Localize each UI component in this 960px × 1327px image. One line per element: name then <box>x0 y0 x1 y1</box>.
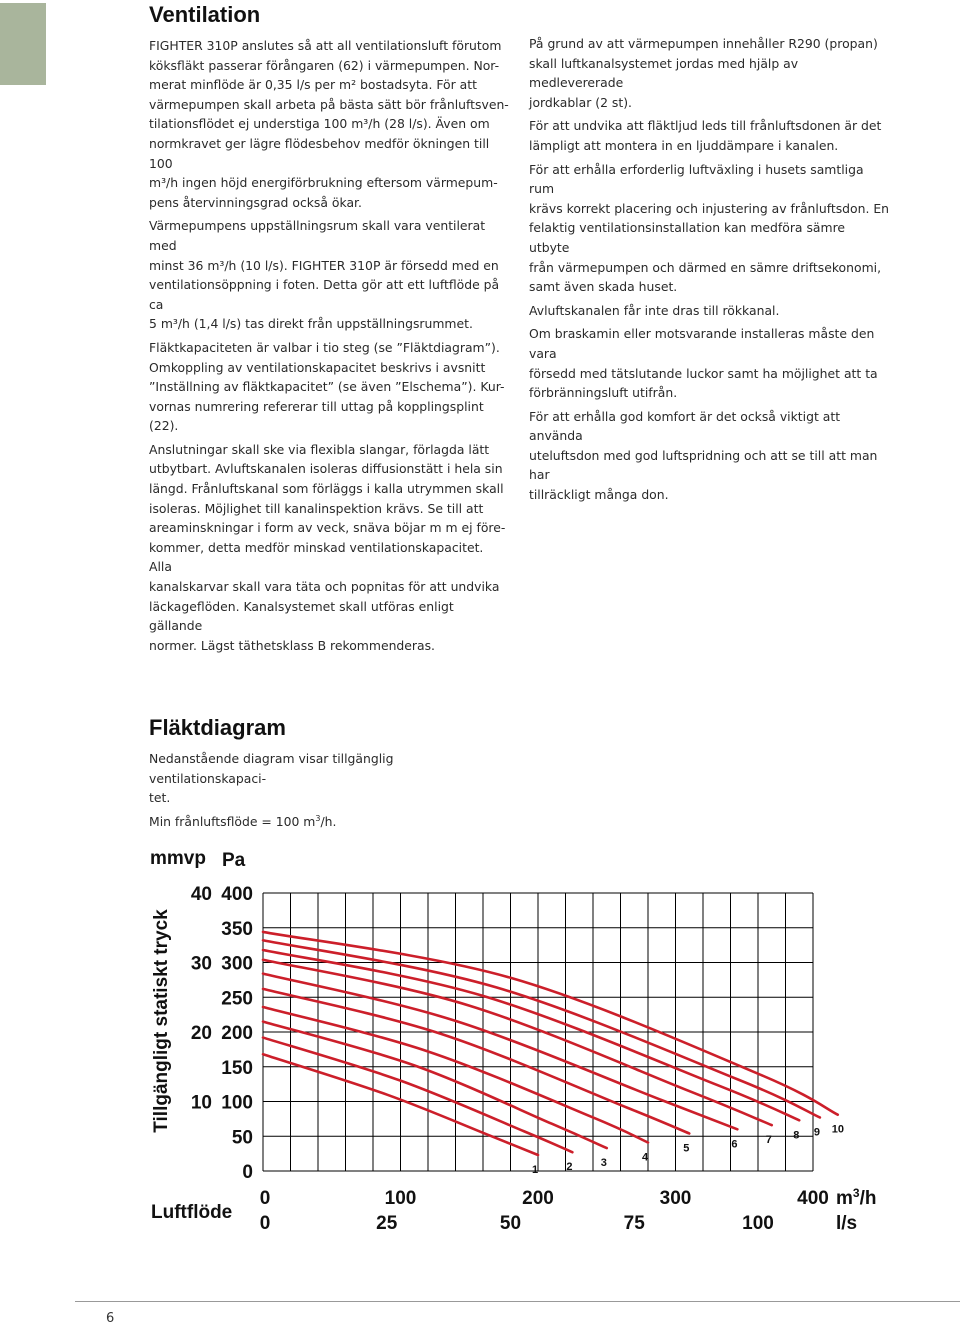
y-tick-pa: 50 <box>231 1127 253 1149</box>
curve-label-3: 3 <box>600 1157 607 1170</box>
y-tick-mmvp: 40 <box>190 884 212 905</box>
curve-label-1: 1 <box>532 1164 539 1177</box>
x-unit-m3h-base: m <box>836 1188 853 1209</box>
x-tick-ls: 50 <box>499 1213 522 1234</box>
chart-grid <box>263 893 813 1174</box>
x-unit-ls: l/s <box>836 1213 858 1234</box>
paragraph: Avluftskanalen får inte dras till rökkanal. <box>529 302 780 318</box>
y-tick-pa: 200 <box>221 1023 253 1044</box>
y-axis-label: Tillgängligt statiskt tryck <box>151 909 172 1133</box>
footer-divider <box>75 1301 960 1302</box>
x-tick-ls: 100 <box>742 1213 774 1234</box>
x-tick-m3h: 100 <box>384 1188 417 1209</box>
y-tick-pa: 100 <box>221 1092 253 1114</box>
y-tick-mmvp: 30 <box>190 953 212 975</box>
fan-diagram-intro <box>149 749 509 835</box>
min-flow-note <box>149 812 509 832</box>
curve-label-5: 5 <box>683 1142 690 1155</box>
x-axis-label: Luftflöde <box>151 1202 233 1223</box>
curve-label-4: 4 <box>642 1151 649 1164</box>
paragraph: Fläktkapaciteten är valbar i tio steg (se ”Fläktdiagram”). Omkoppling av ventilationskapacitet beskrivs i avsnitt ”Inställning av fläktkapacitet” (se även ”Elschema”). Kur- vornas numrering refererar till uttag på kopplingsplint (22). <box>149 339 505 434</box>
paragraph: På grund av att värmepumpen innehåller R290 (propan) skall luftkanalsystemet jordas med hjälp av medlevererade jordkablar (2 st). <box>529 36 878 110</box>
y-tick-pa: 300 <box>221 953 253 975</box>
y-tick-pa: 150 <box>221 1057 253 1079</box>
paragraph: För att erhålla god komfort är det också viktigt att använda uteluftsdon med god luftspridning och att se till att man har tillräckligt många don. <box>529 408 878 503</box>
curve-label-10: 10 <box>831 1123 844 1136</box>
min-flow-superscript: 3 <box>315 813 321 823</box>
paragraph: Nedanstående diagram visar tillgänglig ventilationskapaci- tet. <box>149 751 394 806</box>
fan-diagram-chart <box>0 840 960 1240</box>
paragraph: För att undvika att fläktljud leds till frånluftsdonen är det lämpligt att montera in en ljuddämpare i kanalen. <box>529 118 882 153</box>
section-title-fan-diagram: Fläktdiagram <box>149 715 286 740</box>
curve-2 <box>263 1038 572 1153</box>
curve-label-2: 2 <box>566 1161 573 1174</box>
x-tick-m3h: 200 <box>522 1188 554 1209</box>
section-title-ventilation: Ventilation <box>149 2 261 27</box>
x-tick-m3h: 300 <box>659 1188 692 1209</box>
x-tick-m3h: 400 <box>797 1188 829 1209</box>
y-tick-pa: 0 <box>242 1162 253 1183</box>
page-number: 6 <box>106 1311 115 1326</box>
paragraph: FIGHTER 310P anslutes så att all ventilationsluft förutom köksfläkt passerar förångaren (62) i värmepumpen. Nor- merat minflöde är 0,35 l/s per m² bostadsyta. För att värmepumpen skall arbeta på bästa sätt bör frånluftsven- tilationsflödet ej understiga 100 m³/h (28 l/s). Även om normkravet ger lägre flödesbehov medför ökningen till 100 m³/h ingen höjd energiförbrukning eftersom värmepum- pens återvinningsgrad också ökar. <box>149 38 509 210</box>
left-column <box>149 36 509 659</box>
y-tick-pa: 350 <box>221 918 253 940</box>
x-tick-m3h: 0 <box>259 1188 271 1209</box>
paragraph: Om braskamin eller motsvarande installeras måste den vara försedd med tätslutande luckor samt ha möjlighet att ta förbränningsluft utifrån. <box>529 326 878 401</box>
y-tick-pa: 400 <box>221 884 253 905</box>
curve-10 <box>263 932 838 1115</box>
sidebar-color-block <box>0 3 46 85</box>
paragraph: Anslutningar skall ske via flexibla slangar, förlagda lätt utbytbart. Avluftskanalen isoleras diffusionstätt i hela sin längd. Frånluftskanal som förläggs i kalla utrymmen skall isoleras. Möjlighet till kanalinspektion krävs. Se till att areaminskningar i form av veck, snäva böjar m m ej före- kommer, detta medför minskad ventilationskapacitet. Alla kanalskarvar skall vara täta och popnitas för att undvika läckageflöden. Kanalsystemet skall utföras enligt gällande normer. Lägst täthetsklass B rekommenderas. <box>149 441 506 653</box>
x-tick-ls: 75 <box>623 1213 645 1234</box>
x-unit-m3h <box>836 1186 876 1209</box>
curve-label-8: 8 <box>793 1129 800 1142</box>
min-flow-prefix: Min frånluftsflöde = 100 m <box>149 813 316 829</box>
curve-label-9: 9 <box>813 1126 820 1139</box>
x-tick-ls: 0 <box>259 1213 271 1234</box>
chart-curves <box>263 932 838 1155</box>
y-tick-mmvp: 10 <box>190 1092 212 1114</box>
y-tick-mmvp: 20 <box>190 1023 212 1044</box>
paragraph: För att erhålla erforderlig luftväxling i husets samtliga rum krävs korrekt placering och injustering av frånluftsdon. En felaktig ventilationsinstallation kan medföra sämre utbyte från värmepumpen och därmed en sämre driftsekonomi, samt även skada huset. <box>529 161 890 295</box>
min-flow-suffix: /h. <box>320 813 337 829</box>
curve-label-7: 7 <box>765 1134 772 1147</box>
curve-3 <box>263 1022 607 1148</box>
paragraph: Värmepumpens uppställningsrum skall vara ventilerat med minst 36 m³/h (10 l/s). FIGHTER 310P är försedd med en ventilationsöppning i foten. Detta gör att ett luftflöde på ca 5 m³/h (1,4 l/s) tas direkt från uppställningsrummet. <box>149 218 500 332</box>
x-unit-m3h-rest: /h <box>859 1188 877 1209</box>
right-column <box>529 34 889 509</box>
curve-label-6: 6 <box>731 1138 738 1151</box>
x-tick-ls: 25 <box>376 1213 398 1234</box>
y-unit-pa: Pa <box>222 850 246 871</box>
y-tick-pa: 250 <box>221 988 253 1010</box>
y-unit-mmvp: mmvp <box>150 848 206 869</box>
x-unit-m3h-exp: 3 <box>852 1186 860 1200</box>
